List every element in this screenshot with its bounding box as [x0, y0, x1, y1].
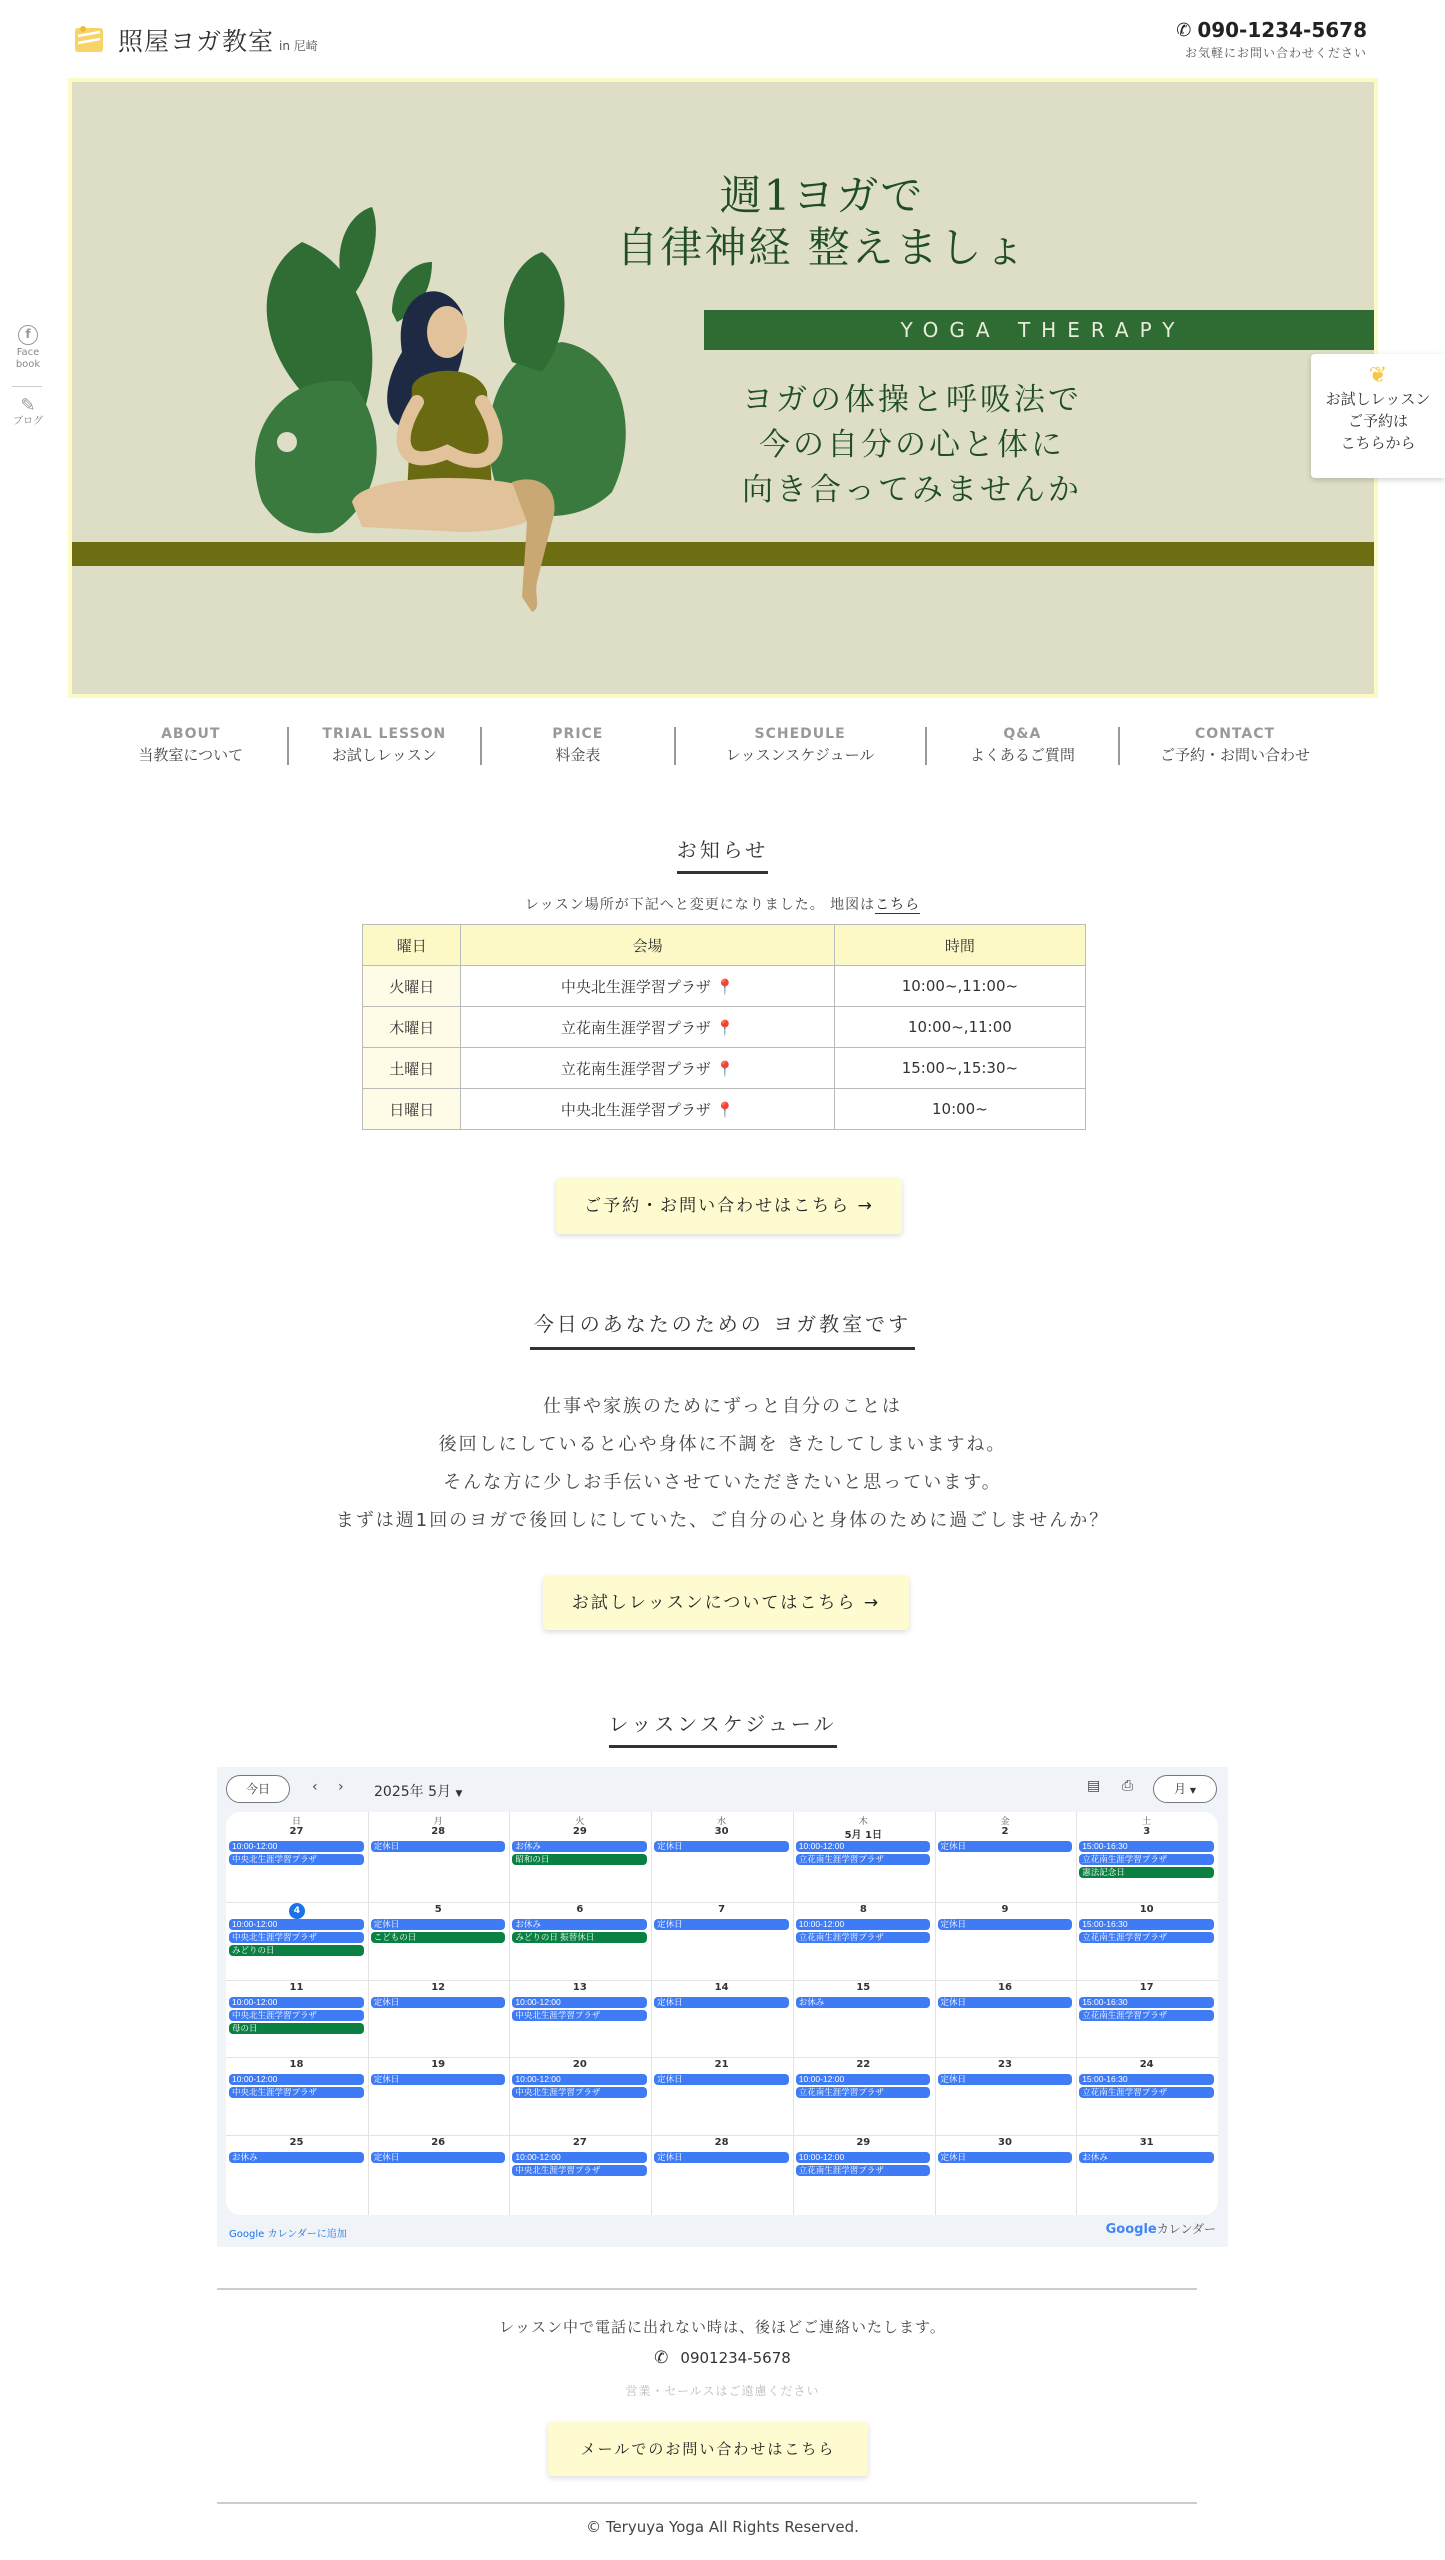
calendar-event[interactable]: 定休日: [938, 2152, 1073, 2163]
calendar-grid: [226, 1812, 1218, 2215]
calendar-date[interactable]: 21: [714, 2059, 729, 2071]
nav-price[interactable]: [482, 726, 674, 765]
calendar-event[interactable]: こどもの日: [371, 1932, 506, 1943]
nav-en: Q&A: [1003, 726, 1042, 742]
map-pin-icon: 📍: [715, 1100, 735, 1119]
calendar-date[interactable]: 20: [572, 2059, 587, 2071]
calendar-event[interactable]: 立花南生涯学習プラザ: [796, 2165, 931, 2176]
intro-line2: 後回しにしていると心や身体に不調を きたしてしまいますね。: [438, 1434, 1007, 1455]
nav-jp: よくあるご質問: [969, 746, 1075, 764]
cell-venue[interactable]: [461, 1048, 834, 1089]
trial-button[interactable]: お試しレッスンについてはこちら →: [543, 1576, 909, 1630]
blog-label: ブログ: [13, 416, 43, 427]
calendar-event[interactable]: 定休日: [371, 1997, 506, 2008]
phone-icon: ✆: [654, 2348, 669, 2368]
weekday-label: 水: [717, 1817, 727, 1827]
calendar-date[interactable]: 31: [1139, 2137, 1154, 2149]
footer-phone-number: 0901234-5678: [680, 2349, 791, 2367]
calendar-event[interactable]: 15:00-16:30: [1079, 1919, 1214, 1930]
intro-line3: そんな方に少しお手伝いさせていただきたいと思っています。: [443, 1472, 1002, 1493]
calendar-row-line: [226, 1980, 1218, 1981]
calendar-event[interactable]: 中央北生涯学習プラザ: [512, 2087, 647, 2098]
calendar-event[interactable]: 立花南生涯学習プラザ: [796, 1932, 931, 1943]
chevron-down-icon: ▼: [1189, 1786, 1196, 1795]
calendar-event[interactable]: 15:00-16:30: [1079, 1997, 1214, 2008]
intro-line1: 仕事や家族のためにずっと自分のことは: [543, 1396, 902, 1417]
phone-number: 090-1234-5678: [1197, 18, 1367, 42]
google-calendar: [217, 1767, 1228, 2247]
calendar-event[interactable]: 定休日: [938, 1919, 1073, 1930]
footer-sales-note: 営業・セールスはご遠慮ください: [625, 2384, 820, 2398]
side-divider: [12, 386, 42, 387]
hero-headline-line2: 自律神経 整えましょ: [616, 223, 1028, 272]
calendar-event[interactable]: 立花南生涯学習プラザ: [1079, 2087, 1214, 2098]
calendar-event[interactable]: お休み: [512, 1841, 647, 1852]
nav-trial-lesson[interactable]: [289, 726, 481, 765]
nav-jp: ご予約・お問い合わせ: [1160, 746, 1311, 764]
calendar-date[interactable]: 17: [1139, 1981, 1154, 1993]
calendar-date[interactable]: 27: [289, 1826, 304, 1837]
calendar-event[interactable]: 10:00-12:00: [229, 1997, 364, 2008]
next-month-icon[interactable]: ›: [338, 1779, 344, 1795]
footer-phone[interactable]: [0, 2348, 1445, 2368]
view-selector[interactable]: [1153, 1775, 1217, 1803]
pencil-icon: ✎: [20, 395, 36, 416]
calendar-event[interactable]: 中央北生涯学習プラザ: [512, 2165, 647, 2176]
venue-name: 中央北生涯学習プラザ: [560, 977, 711, 996]
contact-button[interactable]: ご予約・お問い合わせはこちら →: [556, 1178, 902, 1234]
cell-time: 10:00~: [834, 1089, 1085, 1130]
calendar-event[interactable]: お休み: [512, 1919, 647, 1930]
calendar-event[interactable]: 10:00-12:00: [512, 2152, 647, 2163]
calendar-event[interactable]: 10:00-12:00: [796, 1841, 931, 1852]
intro-title: 今日のあなたのための ヨガ教室です: [530, 1308, 915, 1350]
notice-message: レッスン場所が下記へと変更になりました。 地図は: [524, 897, 876, 913]
blog-link[interactable]: [10, 396, 46, 428]
calendar-row-line: [226, 1902, 1218, 1903]
calendar-date[interactable]: 5月 1日: [844, 1830, 882, 1841]
cell-day: 日曜日: [363, 1089, 461, 1130]
calendar-date[interactable]: 6: [576, 1903, 584, 1915]
month-label: 2025年 5月: [374, 1784, 451, 1800]
calendar-event[interactable]: 15:00-16:30: [1079, 2074, 1214, 2085]
calendar-event[interactable]: 10:00-12:00: [512, 2074, 647, 2085]
agenda-icon[interactable]: ▤: [1087, 1778, 1101, 1794]
print-icon[interactable]: ⎙: [1122, 1778, 1134, 1794]
calendar-date[interactable]: 5: [434, 1903, 442, 1915]
calendar-event[interactable]: 立花南生涯学習プラザ: [796, 2087, 931, 2098]
cell-day: 火曜日: [363, 966, 461, 1007]
footer-divider: [217, 2288, 1197, 2290]
table-row: [363, 1048, 1086, 1089]
phone-icon: ✆: [1176, 19, 1192, 41]
calendar-column-line: [1076, 1812, 1077, 2215]
calendar-column-line: [368, 1812, 369, 2215]
trial-reservation-tab[interactable]: [1311, 354, 1445, 478]
calendar-column-line: [793, 1812, 794, 2215]
cell-day: 木曜日: [363, 1007, 461, 1048]
calendar-event[interactable]: 10:00-12:00: [229, 2074, 364, 2085]
today-date-marker[interactable]: 4: [289, 1903, 305, 1919]
header-venue: 会場: [461, 925, 834, 966]
weekday-label: 木: [858, 1817, 868, 1827]
logo-icon[interactable]: [74, 24, 104, 54]
notice-heading: [0, 834, 1445, 874]
calendar-date[interactable]: 19: [431, 2059, 446, 2071]
nav-jp: お試しレッスン: [331, 746, 437, 764]
calendar-event[interactable]: 定休日: [654, 2074, 789, 2085]
calendar-date[interactable]: 9: [1001, 1903, 1009, 1915]
calendar-event[interactable]: 定休日: [938, 1997, 1073, 2008]
hero-sub-line2: 今の自分の心と体に: [759, 427, 1065, 463]
footer-note: レッスン中で電話に出れない時は、後ほどご連絡いたします。: [499, 2318, 946, 2336]
nav-en: SCHEDULE: [754, 726, 846, 742]
prev-month-icon[interactable]: ‹: [312, 1779, 318, 1795]
calendar-event[interactable]: 立花南生涯学習プラザ: [1079, 1932, 1214, 1943]
calendar-event[interactable]: 立花南生涯学習プラザ: [1079, 1854, 1214, 1865]
hero-headline-line1: 週1ヨガで: [719, 171, 925, 220]
calendar-event[interactable]: 10:00-12:00: [229, 1919, 364, 1930]
hero-subtext: [692, 378, 1132, 513]
cell-day: 土曜日: [363, 1048, 461, 1089]
calendar-date[interactable]: 28: [431, 1826, 446, 1837]
map-pin-icon: 📍: [715, 977, 735, 996]
header-day: 曜日: [363, 925, 461, 966]
calendar-event[interactable]: 10:00-12:00: [229, 1841, 364, 1852]
calendar-event[interactable]: 母の日: [229, 2023, 364, 2034]
calendar-event[interactable]: 定休日: [938, 2074, 1073, 2085]
calendar-event[interactable]: 中央北生涯学習プラザ: [512, 2010, 647, 2021]
calendar-date[interactable]: 22: [856, 2059, 871, 2071]
table-row: [363, 1007, 1086, 1048]
calendar-date[interactable]: 30: [998, 2137, 1012, 2149]
calendar-date[interactable]: 28: [714, 2137, 729, 2149]
calendar-event[interactable]: 定休日: [371, 1841, 506, 1852]
calendar-date[interactable]: 2: [1001, 1826, 1009, 1837]
schedule-title: レッスンスケジュール: [609, 1708, 837, 1748]
cell-time: 10:00~,11:00~: [834, 966, 1085, 1007]
calendar-event[interactable]: 立花南生涯学習プラザ: [1079, 2010, 1214, 2021]
footer-divider: [217, 2502, 1197, 2504]
map-link[interactable]: こちら: [875, 897, 921, 913]
venue-table: [362, 924, 1086, 1130]
nav-schedule[interactable]: [676, 726, 925, 765]
intro-text: [0, 1388, 1445, 1540]
calendar-event[interactable]: みどりの日 振替休日: [512, 1932, 647, 1943]
calendar-column-line: [509, 1812, 510, 2215]
hero-sub-line1: ヨガの体操と呼吸法で: [742, 382, 1082, 418]
notice-title: お知らせ: [677, 834, 768, 874]
calendar-date[interactable]: 13: [572, 1981, 587, 1993]
chevron-down-icon: ▼: [455, 1789, 463, 1799]
calendar-event[interactable]: 10:00-12:00: [796, 2074, 931, 2085]
calendar-date[interactable]: 30: [714, 1826, 729, 1837]
table-row: [363, 966, 1086, 1007]
table-header-row: [363, 925, 1086, 966]
hero-sub-line3: 向き合ってみませんか: [742, 472, 1082, 508]
calendar-event[interactable]: 定休日: [654, 1919, 789, 1930]
calendar-event[interactable]: 中央北生涯学習プラザ: [229, 1932, 364, 1943]
nav-about[interactable]: [95, 726, 287, 765]
calendar-date[interactable]: 25: [289, 2137, 304, 2149]
nav-contact[interactable]: [1120, 726, 1350, 765]
map-pin-icon: 📍: [715, 1059, 735, 1078]
hero-tagline: YOGA THERAPY: [704, 310, 1378, 350]
notice-text: [0, 894, 1445, 914]
calendar-event[interactable]: 憲法記念日: [1079, 1867, 1214, 1878]
calendar-date[interactable]: 27: [572, 2137, 587, 2149]
site-location: in 尼崎: [279, 39, 318, 53]
intro-heading: [0, 1308, 1445, 1350]
calendar-event[interactable]: 定休日: [654, 1841, 789, 1852]
cell-time: 10:00~,11:00: [834, 1007, 1085, 1048]
nav-jp: 料金表: [555, 746, 601, 764]
google-brand: Google: [1105, 2222, 1157, 2237]
header-time: 時間: [834, 925, 1085, 966]
calendar-event[interactable]: 定休日: [371, 2152, 506, 2163]
calendar-event[interactable]: 定休日: [371, 1919, 506, 1930]
weekday-label: 火: [575, 1817, 585, 1827]
calendar-event[interactable]: 10:00-12:00: [512, 1997, 647, 2008]
calendar-date[interactable]: 14: [714, 1981, 729, 1993]
cell-venue[interactable]: [461, 1007, 834, 1048]
calendar-event[interactable]: 定休日: [938, 1841, 1073, 1852]
calendar-date[interactable]: 12: [431, 1981, 446, 1993]
site-title[interactable]: 照屋ヨガ教室: [118, 27, 275, 56]
calendar-date[interactable]: 23: [998, 2059, 1012, 2071]
phone-subtext: お気軽にお問い合わせください: [1184, 46, 1367, 60]
calendar-date[interactable]: 24: [1139, 2059, 1154, 2071]
calendar-event[interactable]: 定休日: [654, 2152, 789, 2163]
cell-venue[interactable]: [461, 1089, 834, 1130]
nav-jp: 当教室について: [138, 746, 244, 764]
calendar-date[interactable]: 10: [1139, 1903, 1154, 1915]
cell-venue[interactable]: [461, 966, 834, 1007]
nav-en: TRIAL LESSON: [322, 726, 447, 742]
calendar-event[interactable]: 定休日: [371, 2074, 506, 2085]
calendar-date[interactable]: 29: [572, 1826, 587, 1837]
hero-headline: [472, 170, 1172, 274]
month-selector[interactable]: [374, 1781, 462, 1801]
calendar-event[interactable]: お休み: [229, 2152, 364, 2163]
calendar-column-line: [651, 1812, 652, 2215]
cell-time: 15:00~,15:30~: [834, 1048, 1085, 1089]
calendar-event[interactable]: 定休日: [654, 1997, 789, 2008]
nav-en: PRICE: [552, 726, 604, 742]
leaf-icon: ❦: [1368, 363, 1388, 388]
calendar-date[interactable]: 15: [856, 1981, 871, 1993]
facebook-icon: f: [18, 325, 38, 345]
trial-tab-line3: こちらから: [1340, 434, 1416, 452]
nav-jp: レッスンスケジュール: [725, 746, 875, 764]
calendar-date[interactable]: 8: [859, 1903, 867, 1915]
calendar-event[interactable]: 昭和の日: [512, 1854, 647, 1865]
calendar-event[interactable]: お休み: [1079, 2152, 1214, 2163]
today-button[interactable]: 今日: [226, 1775, 290, 1803]
calendar-date[interactable]: 16: [998, 1981, 1012, 1993]
facebook-link[interactable]: [10, 325, 46, 371]
weekday-label: 月: [433, 1817, 443, 1827]
main-nav: [95, 726, 1350, 765]
calendar-event[interactable]: 15:00-16:30: [1079, 1841, 1214, 1852]
calendar-event[interactable]: 中央北生涯学習プラザ: [229, 1854, 364, 1865]
mail-contact-button[interactable]: メールでのお問い合わせはこちら: [548, 2422, 868, 2476]
weekday-label: 金: [1000, 1817, 1010, 1827]
nav-qa[interactable]: [927, 726, 1119, 765]
hero-banner: [68, 78, 1378, 698]
venue-name: 中央北生涯学習プラザ: [560, 1100, 711, 1119]
calendar-date[interactable]: 18: [289, 2059, 304, 2071]
calendar-event[interactable]: 10:00-12:00: [796, 2152, 931, 2163]
calendar-date[interactable]: 7: [718, 1903, 726, 1915]
venue-name: 立花南生涯学習プラザ: [560, 1059, 711, 1078]
calendar-event[interactable]: お休み: [796, 1997, 931, 2008]
view-label: 月: [1174, 1782, 1187, 1796]
calendar-event[interactable]: 中央北生涯学習プラザ: [229, 2087, 364, 2098]
google-calendar-logo: [1106, 2220, 1216, 2237]
weekday-label: 日: [291, 1817, 301, 1827]
calendar-event[interactable]: みどりの日: [229, 1945, 364, 1956]
nav-en: ABOUT: [161, 726, 221, 742]
header-phone[interactable]: [1176, 18, 1367, 42]
weekday-label: 土: [1142, 1817, 1152, 1827]
calendar-date[interactable]: 26: [431, 2137, 446, 2149]
trial-tab-line2: ご予約は: [1347, 412, 1408, 430]
nav-en: CONTACT: [1195, 726, 1276, 742]
schedule-heading: [0, 1708, 1445, 1748]
calendar-date[interactable]: 11: [289, 1981, 304, 1993]
venue-name: 立花南生涯学習プラザ: [560, 1018, 711, 1037]
facebook-label: Face book: [15, 347, 41, 370]
intro-line4: まずは週1回のヨガで後回しにしていた、ご自分の心と身体のために過ごしませんか？: [335, 1510, 1110, 1531]
add-to-google-calendar-link[interactable]: Google カレンダーに追加: [229, 2229, 347, 2240]
calendar-event[interactable]: 立花南生涯学習プラザ: [796, 1854, 931, 1865]
map-pin-icon: 📍: [715, 1018, 735, 1037]
calendar-row-line: [226, 2057, 1218, 2058]
copyright: © Teryuya Yoga All Rights Reserved.: [586, 2518, 859, 2536]
calendar-row-line: [226, 2135, 1218, 2136]
trial-tab-line1: お試しレッスン: [1325, 390, 1431, 408]
table-row: [363, 1089, 1086, 1130]
calendar-date[interactable]: 29: [856, 2137, 871, 2149]
calendar-column-line: [935, 1812, 936, 2215]
calendar-date[interactable]: 3: [1143, 1826, 1151, 1837]
calendar-event[interactable]: 中央北生涯学習プラザ: [229, 2010, 364, 2021]
calendar-brand: カレンダー: [1156, 2222, 1216, 2236]
calendar-event[interactable]: 10:00-12:00: [796, 1919, 931, 1930]
